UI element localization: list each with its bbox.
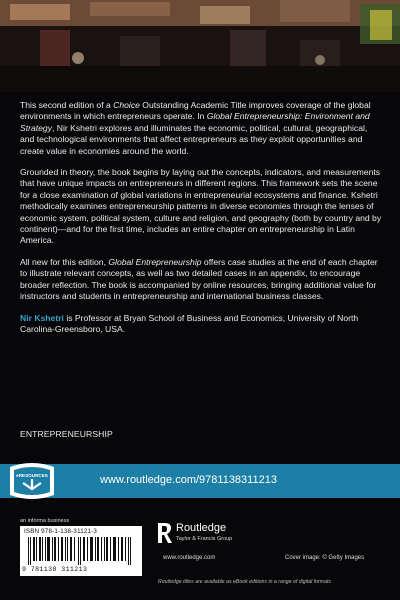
publisher-url[interactable]: www.routledge.com bbox=[163, 555, 216, 561]
back-cover-copy bbox=[20, 100, 382, 345]
p1-choice: Choice bbox=[113, 100, 140, 110]
eresources-badge-icon bbox=[6, 461, 58, 501]
p1-text-e: , Nir Kshetri explores and illuminates the economic, political, cultural, geographical, and technological environments that affect entrepreneurs as they exploit opportunities and create value in economies around the world. bbox=[20, 122, 368, 156]
barcode-bars bbox=[24, 537, 138, 565]
subject-category: ENTREPRENEURSHIP bbox=[20, 429, 113, 439]
description-paragraph-1 bbox=[20, 100, 382, 157]
eresources-badge-label: eRESOURCES bbox=[16, 473, 48, 478]
informa-tagline: an informa business bbox=[20, 518, 70, 524]
p1-text-c: Outstanding Academic Title improves coverage of the global environments in which entrepreneurs operate. In bbox=[20, 100, 371, 122]
eresources-link[interactable]: www.routledge.com/9781138311213 bbox=[100, 474, 277, 486]
description-paragraph-2: Grounded in theory, the book begins by laying out the concepts, indicators, and measurements that have unique impacts on entrepreneurs in different regions. This framework sets the scene for a close examination of global variations in entrepreneurial ecosystems and finance. Kshetri methodically examines entrepreneurship patterns in diverse economies through the lenses of economic system, political system, culture and religion, and geography (both by country and by continent)—and for the first time, includes an entire chapter on entrepreneurship in Latin America. bbox=[20, 167, 382, 246]
cover-image-credit: Cover image: © Getty Images bbox=[285, 555, 365, 561]
p1-book-title: Global Entrepreneurship: Environment and Strategy bbox=[20, 111, 370, 133]
cover-photo bbox=[0, 0, 400, 92]
publisher-group: Taylor & Francis Group bbox=[176, 536, 233, 542]
author-bio bbox=[20, 313, 382, 336]
description-paragraph-3 bbox=[20, 257, 382, 303]
author-name: Nir Kshetri bbox=[20, 312, 64, 323]
isbn-number: ISBN 978-1-138-31121-3 bbox=[24, 528, 98, 535]
p3-text-a: All new for this edition, bbox=[20, 256, 109, 267]
routledge-logo-icon bbox=[156, 522, 172, 544]
barcode-digits: 9 781138 311213 bbox=[22, 566, 88, 573]
p3-text-c: offers case studies at the end of each chapter to illustrate relevant concepts, as well as two detailed cases in an appendix, to encourage broader reflection. The book is accompanied by online resources, bringing additional value for instructors and students in entrepreneurship and international business classes. bbox=[20, 256, 378, 302]
author-bio-text: is Professor at Bryan School of Business and Economics, University of North Carolina-Greensboro, USA. bbox=[20, 312, 359, 334]
p1-text-a: This second edition of a bbox=[20, 100, 114, 110]
p3-book-title: Global Entrepreneurship bbox=[108, 256, 202, 267]
ebook-note: Routledge titles are available as eBook editions in a range of digital formats bbox=[158, 579, 332, 585]
barcode bbox=[20, 526, 142, 576]
publisher-name: Routledge bbox=[176, 522, 227, 534]
